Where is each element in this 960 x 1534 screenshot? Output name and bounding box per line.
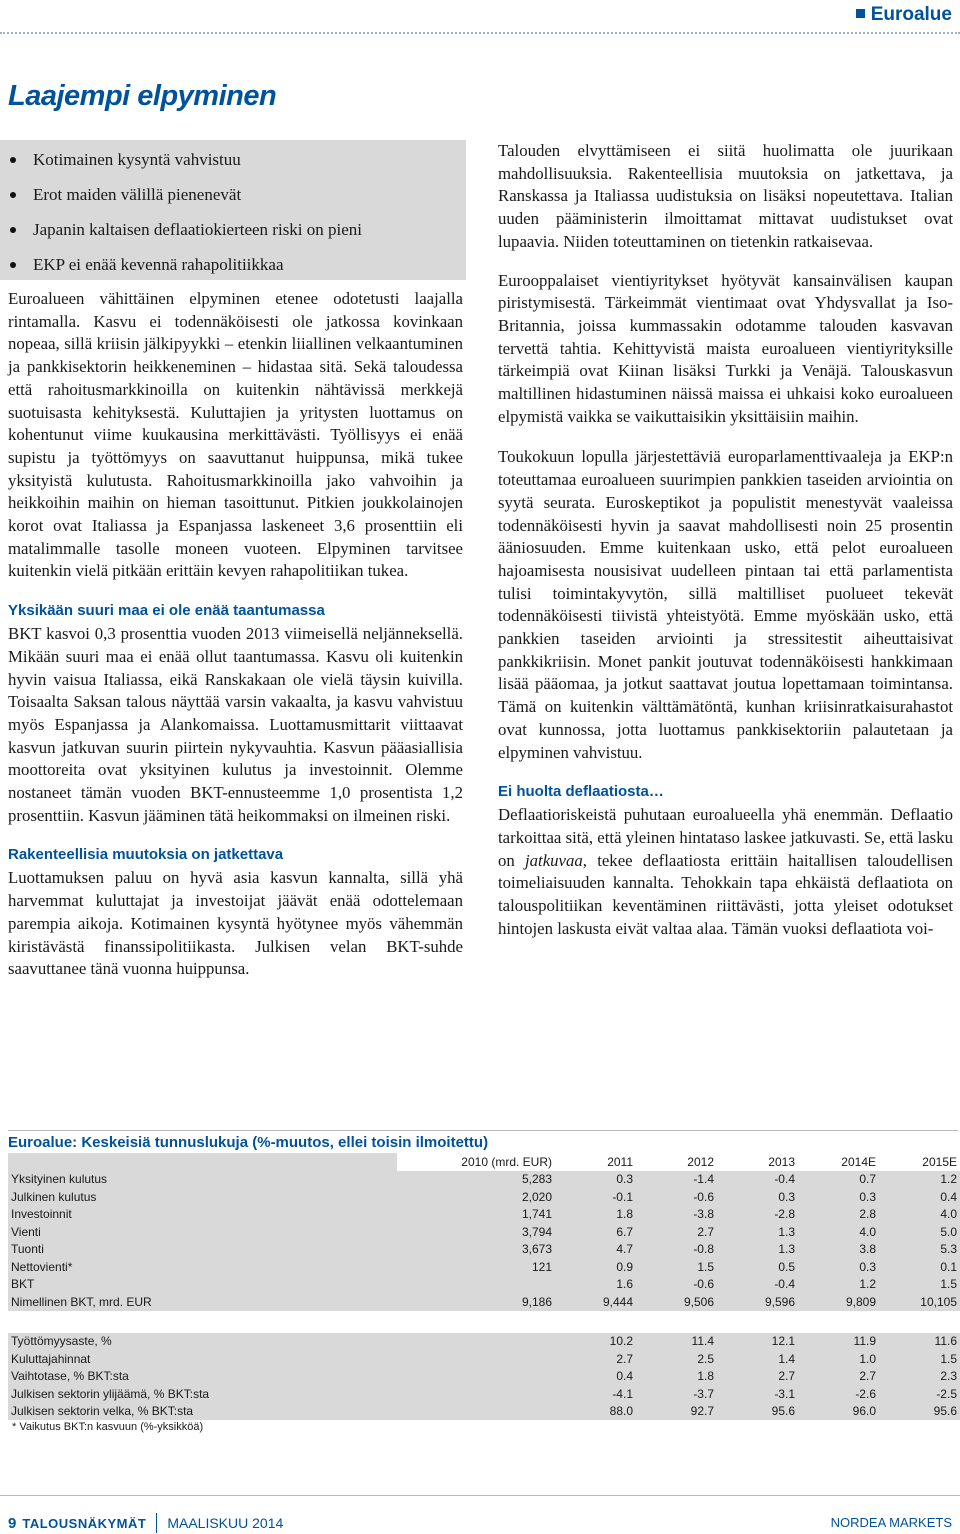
table-row [8,1258,960,1276]
row-label: Kuluttajahinnat [8,1350,397,1368]
table-footnote: * Vaikutus BKT:n kasvuun (%-yksikköä) [12,1421,204,1433]
footer [8,1513,283,1533]
page-title: Laajempi elpyminen [8,80,277,112]
row-label: Yksityinen kulutus [8,1171,397,1189]
paragraph: Euroalueen vähittäinen elpyminen etenee odotetusti laajalla rintamalla. Kasvu ei todennäköisesti ole jatkossa kovinkaan nopeaa, sillä kriisin jälkipyykki – etenkin liiallinen velkaantuminen ja pankkisektorin heikkeneminen – hidastaa sitä. Sekä taloudessa että rahoitusmarkkinoilla on kuitenkin nähtävissä merkkejä suotuisasta kehityksestä. Kuluttajien ja yritysten luottamus on kohentunut viime kuukausina merkittävästi. Työllisyys ei enää supistu ja työttömyys on saavuttanut huippunsa, mikä tukee yksityistä kulutusta. Rahoitusmarkkinoilla jako vahvoihin ja heikkoihin maihin on hieman tasoittunut. Pitkien joukkolainojen korot ovat Italiassa ja Espanjassa laskeneet 3,6 prosenttiin eli matalimmalle tasolle moneen vuoteen. Elpyminen tarvitsee kuitenkin vielä pitkään erittäin kevyen rahapolitiikan tukea. [8,289,463,581]
table-cell: 2.3 [879,1368,960,1386]
table-cell: 11.6 [879,1333,960,1351]
table-cell: 0.5 [717,1258,798,1276]
row-label: Nettovienti* [8,1258,397,1276]
table-cell: -0.6 [636,1276,717,1294]
key-point: Erot maiden välillä pienenevät [10,177,466,212]
table-row [8,1171,960,1189]
header-cell: 2010 (mrd. EUR) [461,1154,552,1169]
table-cell: 0.4 [555,1368,636,1386]
table-spacer-row [8,1311,960,1333]
table-cell: 11.9 [798,1333,879,1351]
table-row [8,1206,960,1224]
key-point: Japanin kaltaisen deflaatiokierteen riski on pieni [10,212,466,247]
row-label: Investoinnit [8,1206,397,1224]
table-cell: 1.2 [798,1276,879,1294]
table-cell: 1.2 [879,1171,960,1189]
section-label: Euroalue [870,4,952,25]
key-points-box [0,140,466,280]
paragraph: BKT kasvoi 0,3 prosenttia vuoden 2013 viimeisellä neljänneksellä. Mikään suuri maa ei enää ollut taantumassa. Kasvu oli kuitenkin hyvin vaisua Italiassa, eikä Ranskakaan ole vielä täysin kuivilla. Toisaalta Saksan talous näyttää varsin vakaalta, ja kasvu vahvistuu myös Espanjassa ja Alankomaissa. Luottamusmittarit viittaavat kasvun jatkuvan suurin piirtein nykyvauhtia. Kasvun pääasiallisia moottoreita ovat yksityinen kulutus ja investoinnit. Olemme nostaneet tämän vuoden BKT-ennusteemme 1,0 prosentista 1,2 prosenttiin. Kasvun jääminen tätä heikommaksi on ilmeinen riski. [8,624,463,825]
table-cell: 2.7 [636,1223,717,1241]
paragraph: Luottamuksen paluu on hyvä asia kasvun kannalta, sillä yhä harvemmat kuluttajat ja investoijat jäävät enää odottelemaan parempia aikoja. Kotimainen kysyntä hyötynee myös vähemmän kiristävästä finanssipolitiikasta. Julkisen velan BKT-suhde saavuttanee tänä vuonna huippunsa. [8,868,463,979]
table-cell: 10.2 [555,1333,636,1351]
table-cell: 1.8 [555,1206,636,1224]
header-cell: 2015E [922,1154,957,1169]
table-cell: 88.0 [555,1403,636,1421]
table-cell: 1.0 [798,1350,879,1368]
table-cell: 2.7 [717,1368,798,1386]
header-cell: 2013 [768,1154,795,1169]
table-row [8,1350,960,1368]
table-row [8,1276,960,1294]
row-label: Vaihtotase, % BKT:sta [8,1368,397,1386]
table-cell: -0.4 [717,1276,798,1294]
table-row [8,1223,960,1241]
subheading: Rakenteellisia muutoksia on jatkettava [8,846,284,864]
table-cell: 0.9 [555,1258,636,1276]
table-cell: -0.8 [636,1241,717,1259]
text-run: Deflaatioriskeistä puhutaan euroalueella yhä enemmän. Deflaatio tarkoittaa sitä, että yleinen hintataso laskee jatkuvasti. Se, että lasku on [498,805,953,870]
table-cell: 1.6 [555,1276,636,1294]
table-cell [397,1368,555,1386]
table-cell: 1.5 [879,1276,960,1294]
table-cell: 1,741 [397,1206,555,1224]
table-cell: 96.0 [798,1403,879,1421]
publication-name: TALOUSNÄKYMÄT [22,1515,147,1531]
text-run: , tekee deflaatiosta erittäin haitallisen taloudellisen toimeliaisuuden kannalta. Tehokkain tapa ehkäistä deflaatiota on talouspolitiikan keventäminen riittävästi, jotta yleiset odotukset hintojen laskusta eivät valtaa alaa. Tämän vuoksi deflaatiota voi- [498,850,954,938]
table-cell: 2.5 [636,1350,717,1368]
table-cell [397,1276,555,1294]
table-header-row [8,1153,960,1171]
table-cell: -0.6 [636,1188,717,1206]
table-divider [8,1130,958,1131]
subheading: Ei huolta deflaatiosta… [498,783,664,801]
table-cell: -0.4 [717,1171,798,1189]
table-cell: -0.1 [555,1188,636,1206]
table-cell: -2.8 [717,1206,798,1224]
table-cell: 1.3 [717,1241,798,1259]
table-cell: -3.8 [636,1206,717,1224]
table-cell: 4.7 [555,1241,636,1259]
table-body [8,1171,960,1421]
table-cell [397,1385,555,1403]
footer-separator [156,1513,157,1533]
table-cell: 92.7 [636,1403,717,1421]
key-point: Kotimainen kysyntä vahvistuu [10,142,466,177]
row-label: Vienti [8,1223,397,1241]
page-number: 9 [8,1514,17,1532]
table-cell: -4.1 [555,1385,636,1403]
table-cell: 0.3 [798,1188,879,1206]
table-cell: 6.7 [555,1223,636,1241]
table-row [8,1188,960,1206]
paragraph: Eurooppalaiset vientiyritykset hyötyvät kansainvälisen kaupan piristymisestä. Tärkeimmät vientimaat ovat Yhdysvallat ja Iso-Britannia, joissa kummassakin odotamme talouden kasvavan tervettä tahtia. Kehittyvistä maista euroalueen vientiyrityksille tärkeimpiä ovat Kiinan lisäksi Turkki ja Venäjä. Talouskasvun maltillinen hidastuminen näissä maissa ei uhkaisi koko euroalueen elpymistä vaikka se vaikuttaisikin yksittäisiin maihin. [498,270,953,426]
table-cell: 1.8 [636,1368,717,1386]
spacer-cell [8,1311,960,1333]
table-cell: 9,596 [717,1293,798,1311]
subheading: Yksikään suuri maa ei ole enää taantumassa [8,602,325,620]
table-cell: 1.5 [636,1258,717,1276]
row-label: Työttömyysaste, % [8,1333,397,1351]
table-row [8,1385,960,1403]
table-cell: 9,506 [636,1293,717,1311]
table-cell: 4.0 [798,1223,879,1241]
table-cell: 0.3 [717,1188,798,1206]
table-cell: 5,283 [397,1171,555,1189]
row-label: BKT [8,1276,397,1294]
table-cell: 10,105 [879,1293,960,1311]
table-row [8,1403,960,1421]
table-cell: 1.4 [717,1350,798,1368]
row-label: Julkisen sektorin ylijäämä, % BKT:sta [8,1385,397,1403]
table-cell [397,1403,555,1421]
right-column [498,140,953,954]
paragraph: Toukokuun lopulla järjestettäviä europarlamenttivaaleja ja EKP:n toteuttamaa euroalueen suurimpien pankkien taseiden arviointia on syytä seurata. Euroskeptikot ja populistit menestyvät vaaleissa todennäköisesti hyvin ja saavat mahdollisesti noin 25 prosentin ääniosuuden. Emme kuitenkaan usko, että pelot euroalueen hajoamisesta nousisivat uudelleen pintaan tai että parlamentista tulisi toimintakyvytön, sillä maltilliset puolueet tekevät todennäköisesti tiivistä yhteistyötä. Emme myöskään usko, että pankkien taseiden arviointi ja stressitestit aiheuttaisivat pankkikriisin. Monet pankit joutuvat todennäköisesti hankkimaan lisää pääomaa, ja jotkut saattavat joutua lopettamaan toimintansa. Tämä on kuitenkin välttämätöntä, kunhan kriisinratkaisurahastot ovat kunnossa, jotta luottamus pankkisektoriin palautetaan ja elpyminen vahvistuu. [498,447,953,762]
table-cell: 2.8 [798,1206,879,1224]
table-cell: 9,186 [397,1293,555,1311]
table-cell: 1.3 [717,1223,798,1241]
table-cell: 95.6 [717,1403,798,1421]
table-cell: 2.7 [798,1368,879,1386]
table-cell: 0.3 [798,1258,879,1276]
brand-name: NORDEA MARKETS [830,1515,952,1530]
header-cell: 2014E [841,1154,876,1169]
table-cell: 0.3 [555,1171,636,1189]
publication-date: MAALISKUU 2014 [167,1515,284,1531]
table-cell: 2.7 [555,1350,636,1368]
table-cell: 0.1 [879,1258,960,1276]
table-cell [397,1333,555,1351]
table-cell: -1.4 [636,1171,717,1189]
header-cell: 2012 [687,1154,714,1169]
emphasis: jatkuvaa [525,850,583,870]
row-label: Julkisen sektorin velka, % BKT:sta [8,1403,397,1421]
row-label: Nimellinen BKT, mrd. EUR [8,1293,397,1311]
table-cell [397,1350,555,1368]
header-cell [8,1153,397,1171]
left-column [8,288,463,994]
row-label: Julkinen kulutus [8,1188,397,1206]
table-cell: 5.3 [879,1241,960,1259]
square-icon [856,9,865,18]
table-row [8,1368,960,1386]
paragraph: Talouden elvyttämiseen ei siitä huolimatta ole juurikaan mahdollisuuksia. Rakenteellisia muutoksia on jatkettava, ja Ranskassa ja Italiassa uudistuksia on lisäksi nopeutettava. Italian uuden pääministerin ilmoittamat mittavat uudistukset ovat lupaavia. Niiden toteuttaminen on tietenkin ratkaisevaa. [498,141,953,251]
table-cell: -3.1 [717,1385,798,1403]
table-cell: 3,794 [397,1223,555,1241]
table-cell: -2.5 [879,1385,960,1403]
table-cell: 121 [397,1258,555,1276]
header-divider [0,32,960,34]
table-cell: 11.4 [636,1333,717,1351]
table-cell: 3,673 [397,1241,555,1259]
paragraph [498,804,953,940]
table-cell: 5.0 [879,1223,960,1241]
table-cell: 1.5 [879,1350,960,1368]
table-row [8,1241,960,1259]
table-cell: 0.7 [798,1171,879,1189]
row-label: Tuonti [8,1241,397,1259]
table-cell: 2,020 [397,1188,555,1206]
table-cell: 9,809 [798,1293,879,1311]
section-tag [856,4,952,26]
footer-divider [0,1495,960,1496]
table-row [8,1293,960,1311]
table-cell: 12.1 [717,1333,798,1351]
table-cell: 9,444 [555,1293,636,1311]
table-cell: -3.7 [636,1385,717,1403]
table-row [8,1333,960,1351]
table-cell: 95.6 [879,1403,960,1421]
table-cell: 3.8 [798,1241,879,1259]
table-title: Euroalue: Keskeisiä tunnuslukuja (%-muutos, ellei toisin ilmoitettu) [8,1134,489,1151]
table-cell: -2.6 [798,1385,879,1403]
table-cell: 0.4 [879,1188,960,1206]
key-figures-table [8,1153,960,1420]
key-point: EKP ei enää kevennä rahapolitiikkaa [10,247,466,282]
header-cell: 2011 [607,1154,633,1169]
table-cell: 4.0 [879,1206,960,1224]
